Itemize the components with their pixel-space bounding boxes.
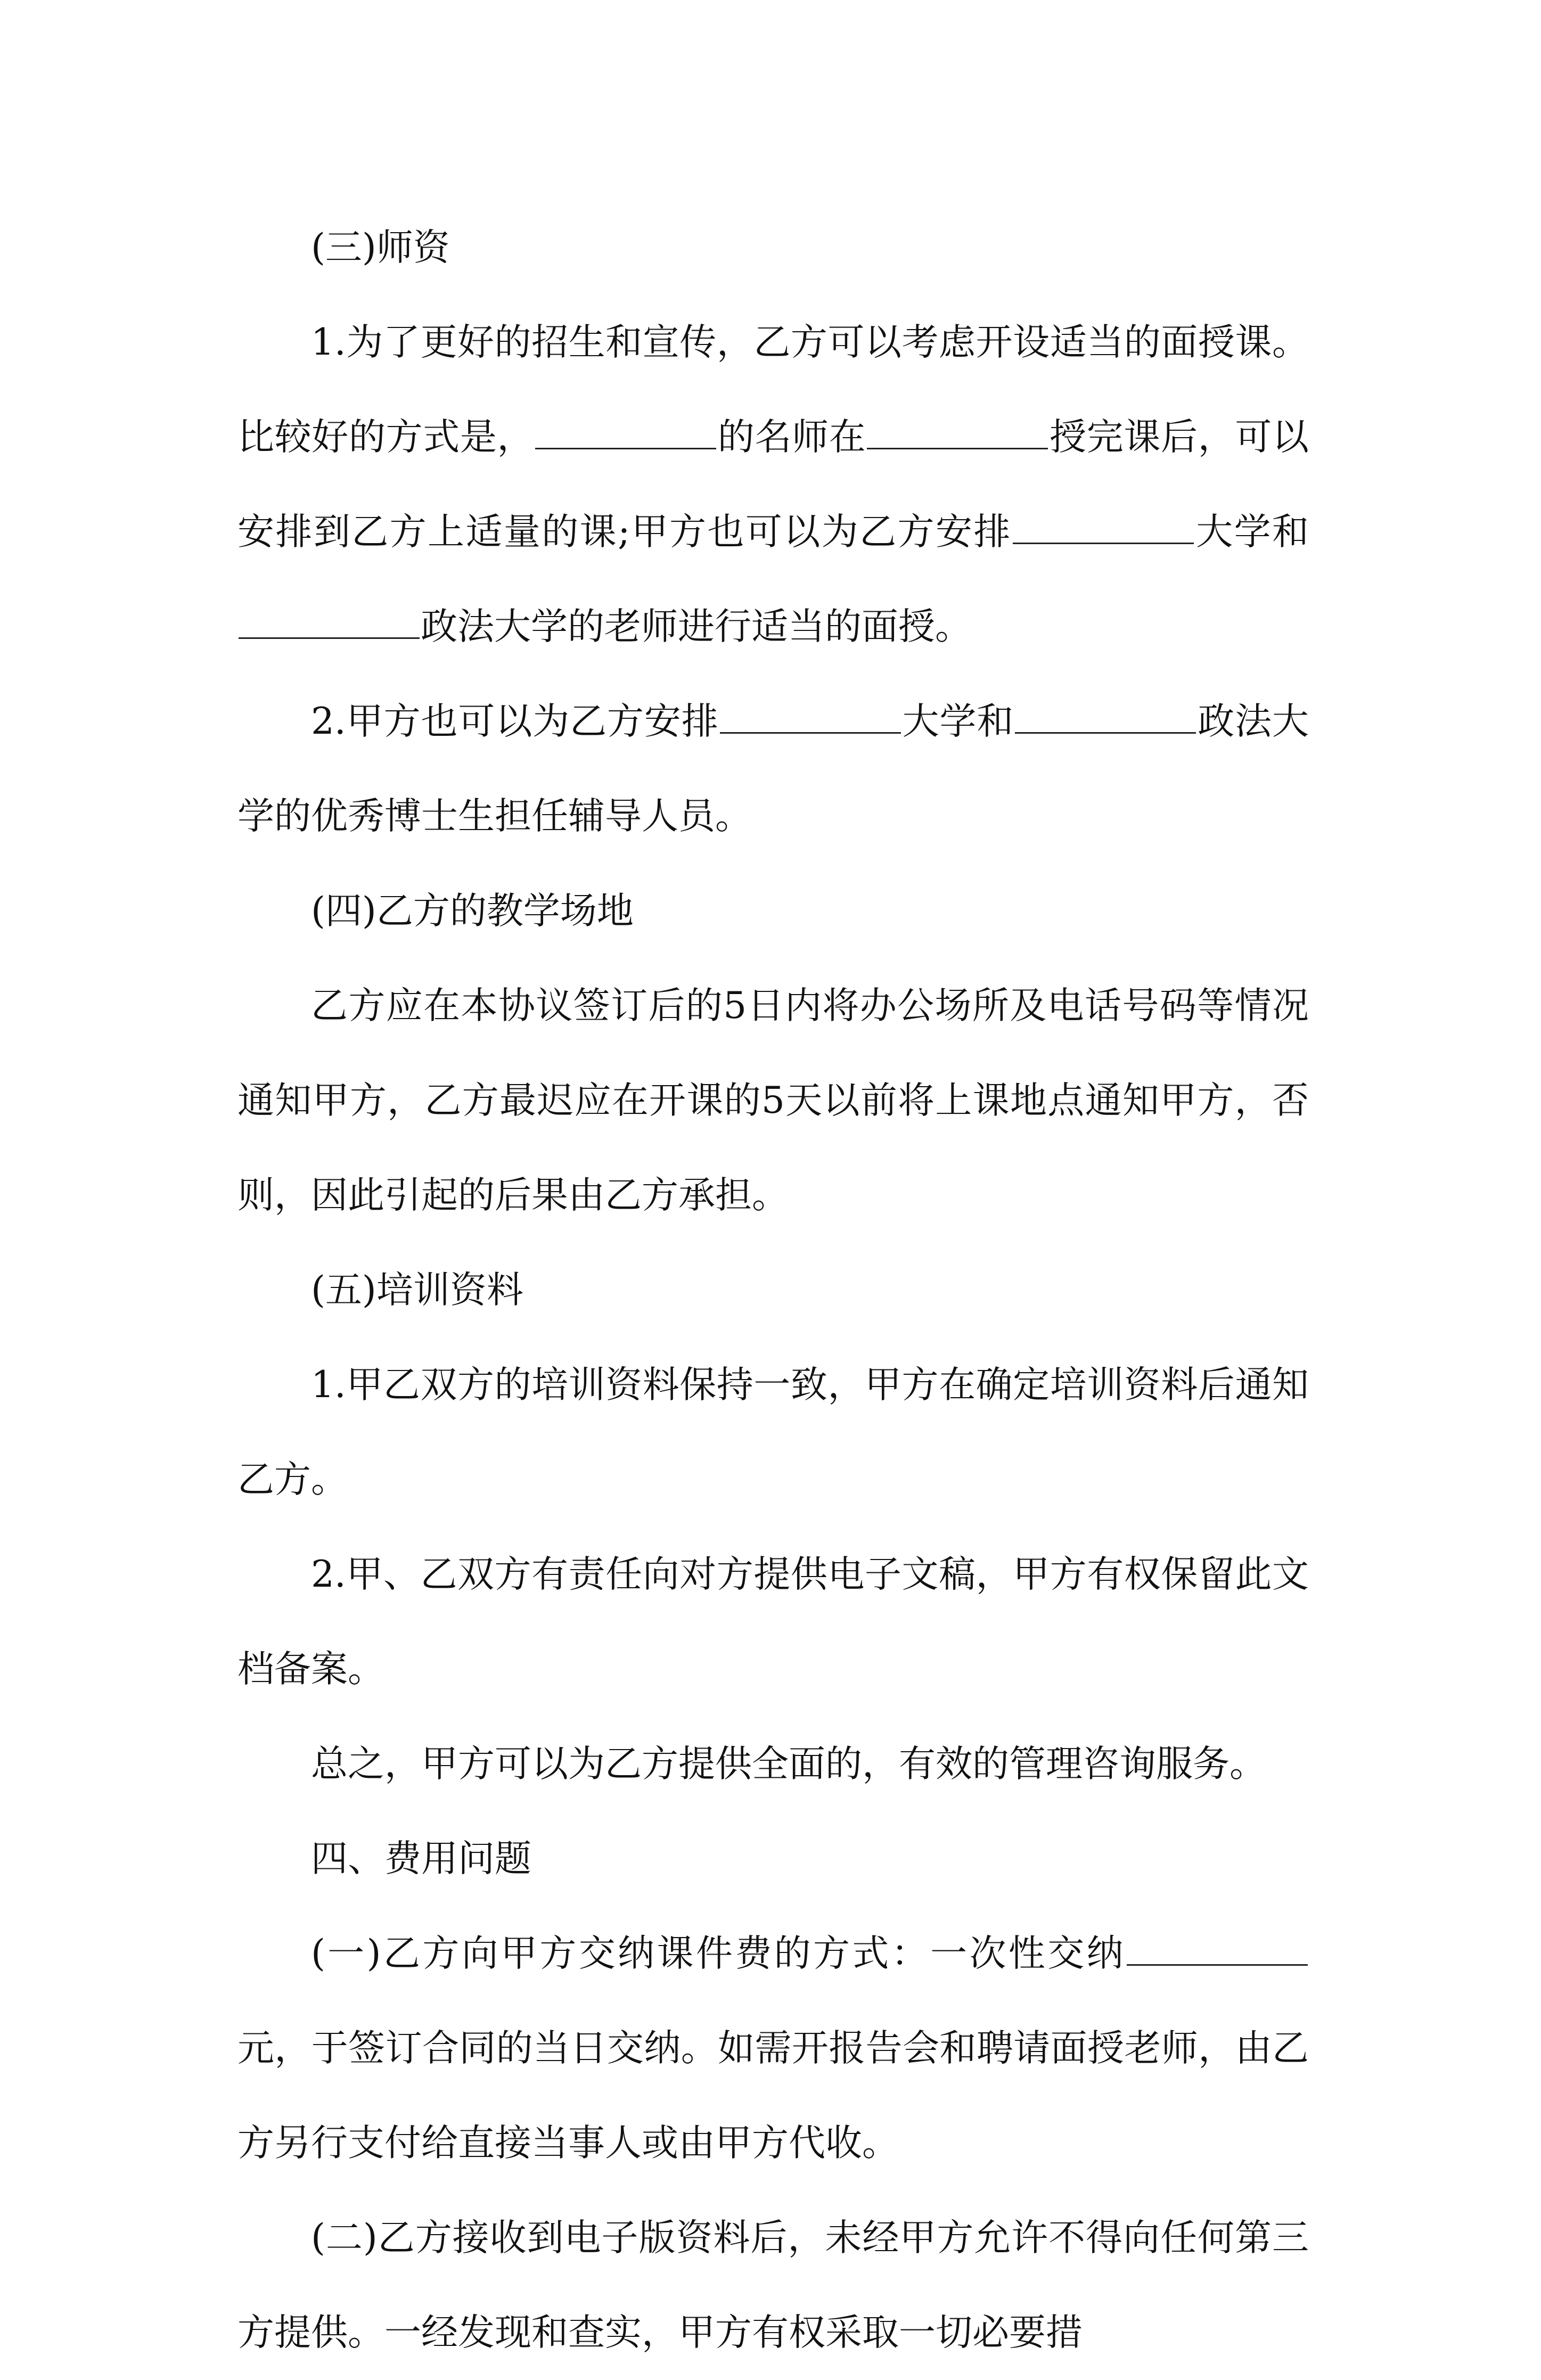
fill-in-blank: [239, 637, 420, 639]
paragraph-faculty-item-1: 1.为了更好的招生和宣传，乙方可以考虑开设适当的面授课。比较好的方式是， 的名师在 授完课后，可以安排到乙方上适量的课;甲方也可以为乙方安排 大学和政法大学的老师进行适当的面授。: [237, 321, 1309, 648]
fill-in-blank: [535, 447, 716, 449]
fill-in-blank: [1015, 732, 1196, 734]
fill-in-blank: [1013, 542, 1194, 544]
section-heading-materials: (五)培训资料: [311, 1269, 523, 1311]
fill-in-blank: [720, 732, 901, 734]
paragraph-fees-item-1: (一)乙方向甲方交纳课件费的方式：一次性交纳元，于签订合同的当日交纳。如需开报告会和聘请面授老师，由乙方另行支付给直接当事人或由甲方代收。: [237, 1932, 1309, 2164]
fill-in-blank: [1127, 1964, 1308, 1966]
paragraph-venue: 乙方应在本协议签订后的5日内将办公场所及电话号码等情况通知甲方，乙方最迟应在开课的5天以前将上课地点通知甲方，否则，因此引起的后果由乙方承担。: [237, 984, 1309, 1217]
section-heading-venue: (四)乙方的教学场地: [311, 890, 634, 932]
paragraph-fees-item-2: (二)乙方接收到电子版资料后，未经甲方允许不得向任何第三方提供。一经发现和查实，甲方有权采取一切必要措: [237, 2217, 1309, 2354]
paragraph-materials-item-1: 1.甲乙双方的培训资料保持一致，甲方在确定培训资料后通知乙方。: [237, 1364, 1309, 1501]
paragraph-materials-item-2: 2.甲、乙双方有责任向对方提供电子文稿，甲方有权保留此文档备案。: [237, 1553, 1309, 1690]
fill-in-blank: [867, 447, 1048, 449]
section-heading-fees: 四、费用问题: [311, 1837, 531, 1880]
document-body: [237, 200, 1309, 2380]
paragraph-faculty-item-2: 2.甲方也可以为乙方安排 大学和 政法大学的优秀博士生担任辅导人员。: [237, 700, 1309, 838]
paragraph-summary: 总之，甲方可以为乙方提供全面的，有效的管理咨询服务。: [311, 1743, 1266, 1785]
section-heading-faculty: (三)师资: [311, 226, 450, 269]
